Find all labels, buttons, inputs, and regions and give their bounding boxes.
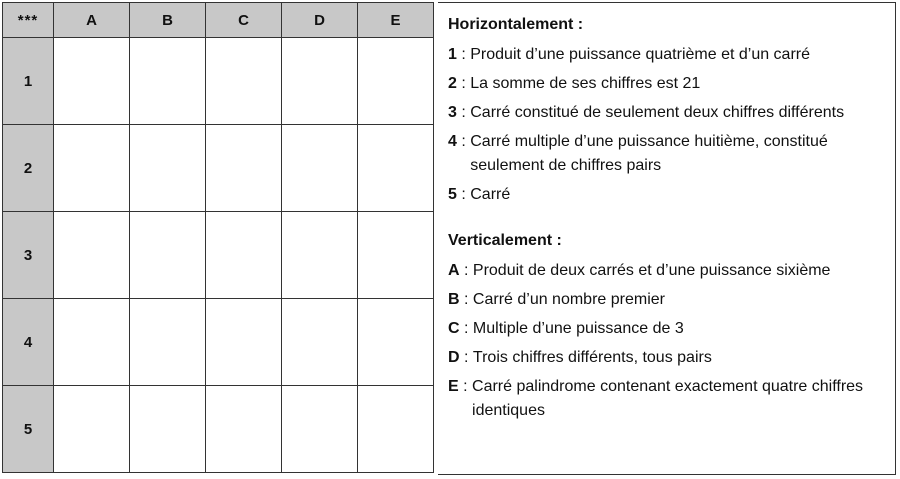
column-header-d: D [282, 3, 358, 38]
clue-text: Carré palindrome contenant exactement quatre chiffres identiques [472, 378, 864, 419]
cell-2b[interactable] [130, 125, 206, 212]
cell-2a[interactable] [54, 125, 130, 212]
clues-panel [438, 2, 896, 475]
clue-text: Carré multiple d’une puissance huitième, constitué seulement de chiffres pairs [470, 133, 828, 174]
clue-text: Carré [470, 186, 511, 203]
vertical-clues-title: Verticalement : [448, 232, 562, 249]
vertical-clue-b: B : Carré d’un nombre premier [448, 288, 885, 312]
cell-2c[interactable] [206, 125, 282, 212]
vertical-clue-c: C : Multiple d’une puissance de 3 [448, 317, 885, 341]
clue-key: C [448, 320, 460, 337]
clue-text: Produit d’une puissance quatrième et d’un carré [470, 46, 811, 63]
cell-3e[interactable] [358, 212, 434, 299]
column-header-a: A [54, 3, 130, 38]
cell-3d[interactable] [282, 212, 358, 299]
vertical-clue-a: A : Produit de deux carrés et d’une puissance sixième [448, 259, 885, 283]
vertical-clue-e: E : Carré palindrome contenant exactement quatre chiffres identiques [448, 375, 885, 423]
column-header-b: B [130, 3, 206, 38]
cell-4e[interactable] [358, 299, 434, 386]
clue-key: E [448, 378, 459, 395]
grid-row-1 [3, 38, 434, 125]
clue-text: Carré constitué de seulement deux chiffres différents [470, 104, 845, 121]
clue-text: Multiple d’une puissance de 3 [472, 320, 684, 337]
cell-5c[interactable] [206, 386, 282, 473]
grid-row-2 [3, 125, 434, 212]
cell-1d[interactable] [282, 38, 358, 125]
cell-1b[interactable] [130, 38, 206, 125]
row-header-3: 3 [3, 212, 54, 299]
cell-3a[interactable] [54, 212, 130, 299]
column-header-c: C [206, 3, 282, 38]
column-header-e: E [358, 3, 434, 38]
grid-corner: *** [3, 3, 54, 38]
horizontal-clue-1: 1 : Produit d’une puissance quatrième et d’un carré [448, 43, 885, 67]
clue-text: Carré d’un nombre premier [472, 291, 665, 308]
grid-header-row [3, 3, 434, 38]
cell-1e[interactable] [358, 38, 434, 125]
horizontal-clue-3: 3 : Carré constitué de seulement deux chiffres différents [448, 101, 885, 125]
cell-4d[interactable] [282, 299, 358, 386]
clue-key: 3 [448, 104, 457, 121]
horizontal-clue-4: 4 : Carré multiple d’une puissance huitième, constitué seulement de chiffres pairs [448, 130, 885, 178]
horizontal-clue-5: 5 : Carré [448, 183, 885, 207]
row-header-4: 4 [3, 299, 54, 386]
clue-key: 1 [448, 46, 457, 63]
row-header-2: 2 [3, 125, 54, 212]
cell-5b[interactable] [130, 386, 206, 473]
grid-row-3 [3, 212, 434, 299]
clue-text: Produit de deux carrés et d’une puissance sixième [472, 262, 831, 279]
cell-4a[interactable] [54, 299, 130, 386]
clue-key: D [448, 349, 460, 366]
horizontal-clue-2: 2 : La somme de ses chiffres est 21 [448, 72, 885, 96]
cell-4b[interactable] [130, 299, 206, 386]
clue-text: Trois chiffres différents, tous pairs [472, 349, 712, 366]
cell-1a[interactable] [54, 38, 130, 125]
cell-5a[interactable] [54, 386, 130, 473]
cell-2d[interactable] [282, 125, 358, 212]
cell-3b[interactable] [130, 212, 206, 299]
grid-row-4 [3, 299, 434, 386]
vertical-clue-d: D : Trois chiffres différents, tous pairs [448, 346, 885, 370]
cell-3c[interactable] [206, 212, 282, 299]
clue-key: 4 [448, 133, 457, 150]
grid-row-5 [3, 386, 434, 473]
cell-2e[interactable] [358, 125, 434, 212]
cell-1c[interactable] [206, 38, 282, 125]
clue-key: 5 [448, 186, 457, 203]
clue-key: B [448, 291, 460, 308]
cell-5d[interactable] [282, 386, 358, 473]
cell-4c[interactable] [206, 299, 282, 386]
horizontal-clues-title: Horizontalement : [448, 16, 584, 33]
row-header-5: 5 [3, 386, 54, 473]
clue-key: A [448, 262, 460, 279]
row-header-1: 1 [3, 38, 54, 125]
cell-5e[interactable] [358, 386, 434, 473]
clue-text: La somme de ses chiffres est 21 [470, 75, 701, 92]
clue-key: 2 [448, 75, 457, 92]
crossnumber-grid [2, 2, 434, 473]
